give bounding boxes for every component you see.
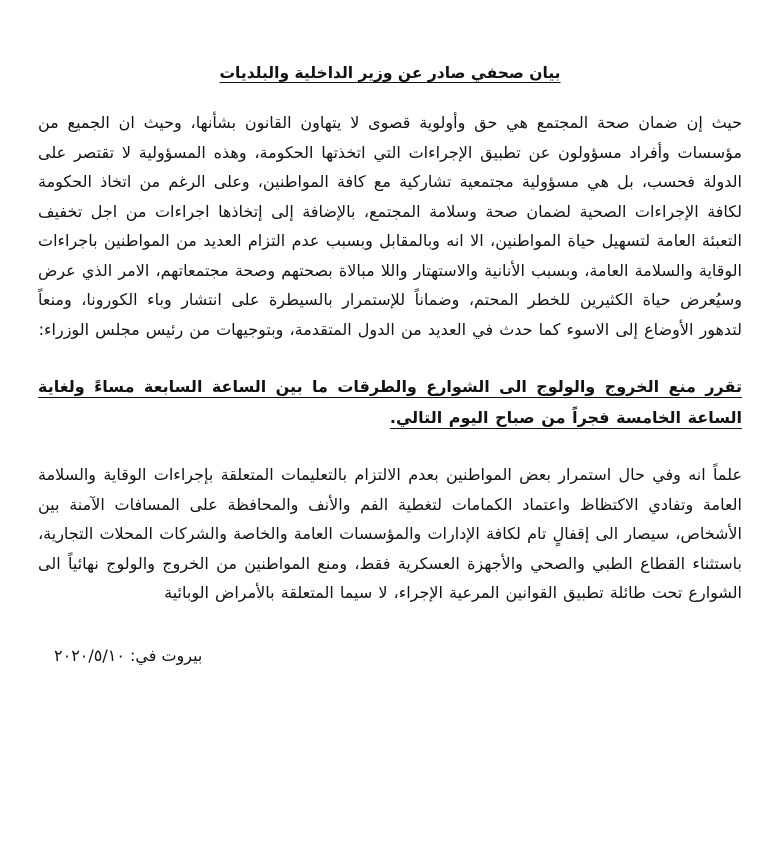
document-title: بيان صحفي صادر عن وزير الداخلية والبلديات [219,64,561,82]
intro-paragraph: حيث إن ضمان صحة المجتمع هي حق وأولوية قصوى لا يتهاون القانون بشأنها، وحيث ان الجميع من مؤسسات وأفراد مسؤولون عن تطبيق الإجراءات التي اتخذتها الحكومة، وهذه المسؤولية لا تقتصر على الدولة فحسب، بل هي مسؤولية مجتمعية تشاركية مع كافة المواطنين، وعلى الرغم من اتخاذ الحكومة لكافة الإجراءات الصحية لضمان صحة وسلامة المجتمع، بالإضافة إلى إتخاذها اجراءات من اجل تخفيف التعبئة العامة لتسهيل حياة المواطنين، الا انه وبالمقابل وبسبب عدم التزام العديد من المواطنين باجراءات الوقاية والسلامة العامة، وبسبب الأنانية والاستهتار واللا مبالاة بصحتهم وصحة مجتمعاتهم، الامر الذي عرض وسيُعرض حياة الكثيرين للخطر المحتم، وضماناً للإستمرار بالسيطرة على انتشار وباء الكورونا، ومنعاً لتدهور الأوضاع إلى الاسوء كما حدث في العديد من الدول المتقدمة، وبتوجيهات من رئيس مجلس الوزراء: [38,113,742,339]
dateline: بيروت في: ٢٠٢٠/٥/١٠ [54,645,203,665]
decision-paragraph: تقرر منع الخروج والولوج الى الشوارع والطرقات ما بين الساعة السابعة مساءً ولغاية الساعة الخامسة فجراً من صباح اليوم التالي. [38,377,742,427]
warning-paragraph: علماً انه وفي حال استمرار بعض المواطنين بعدم الالتزام بالتعليمات المتعلقة بإجراءات الوقاية والسلامة العامة وتفادي الاكتظاظ واعتماد الكمامات لتغطية الفم والأنف والمحافظة على المسافات الآمنة بين الأشخاص، سيصار الى إقفالٍ تام لكافة الإدارات والمؤسسات العامة والخاصة والشركات المحلات التجارية، باستثناء القطاع الطبي والصحي والأجهزة العسكرية فقط، ومنع المواطنين من الخروج والولوج نهائياً الى الشوارع تحت طائلة تطبيق القوانين المرعية الإجراء، لا سيما المتعلقة بالأمراض الوبائية [38,465,742,602]
